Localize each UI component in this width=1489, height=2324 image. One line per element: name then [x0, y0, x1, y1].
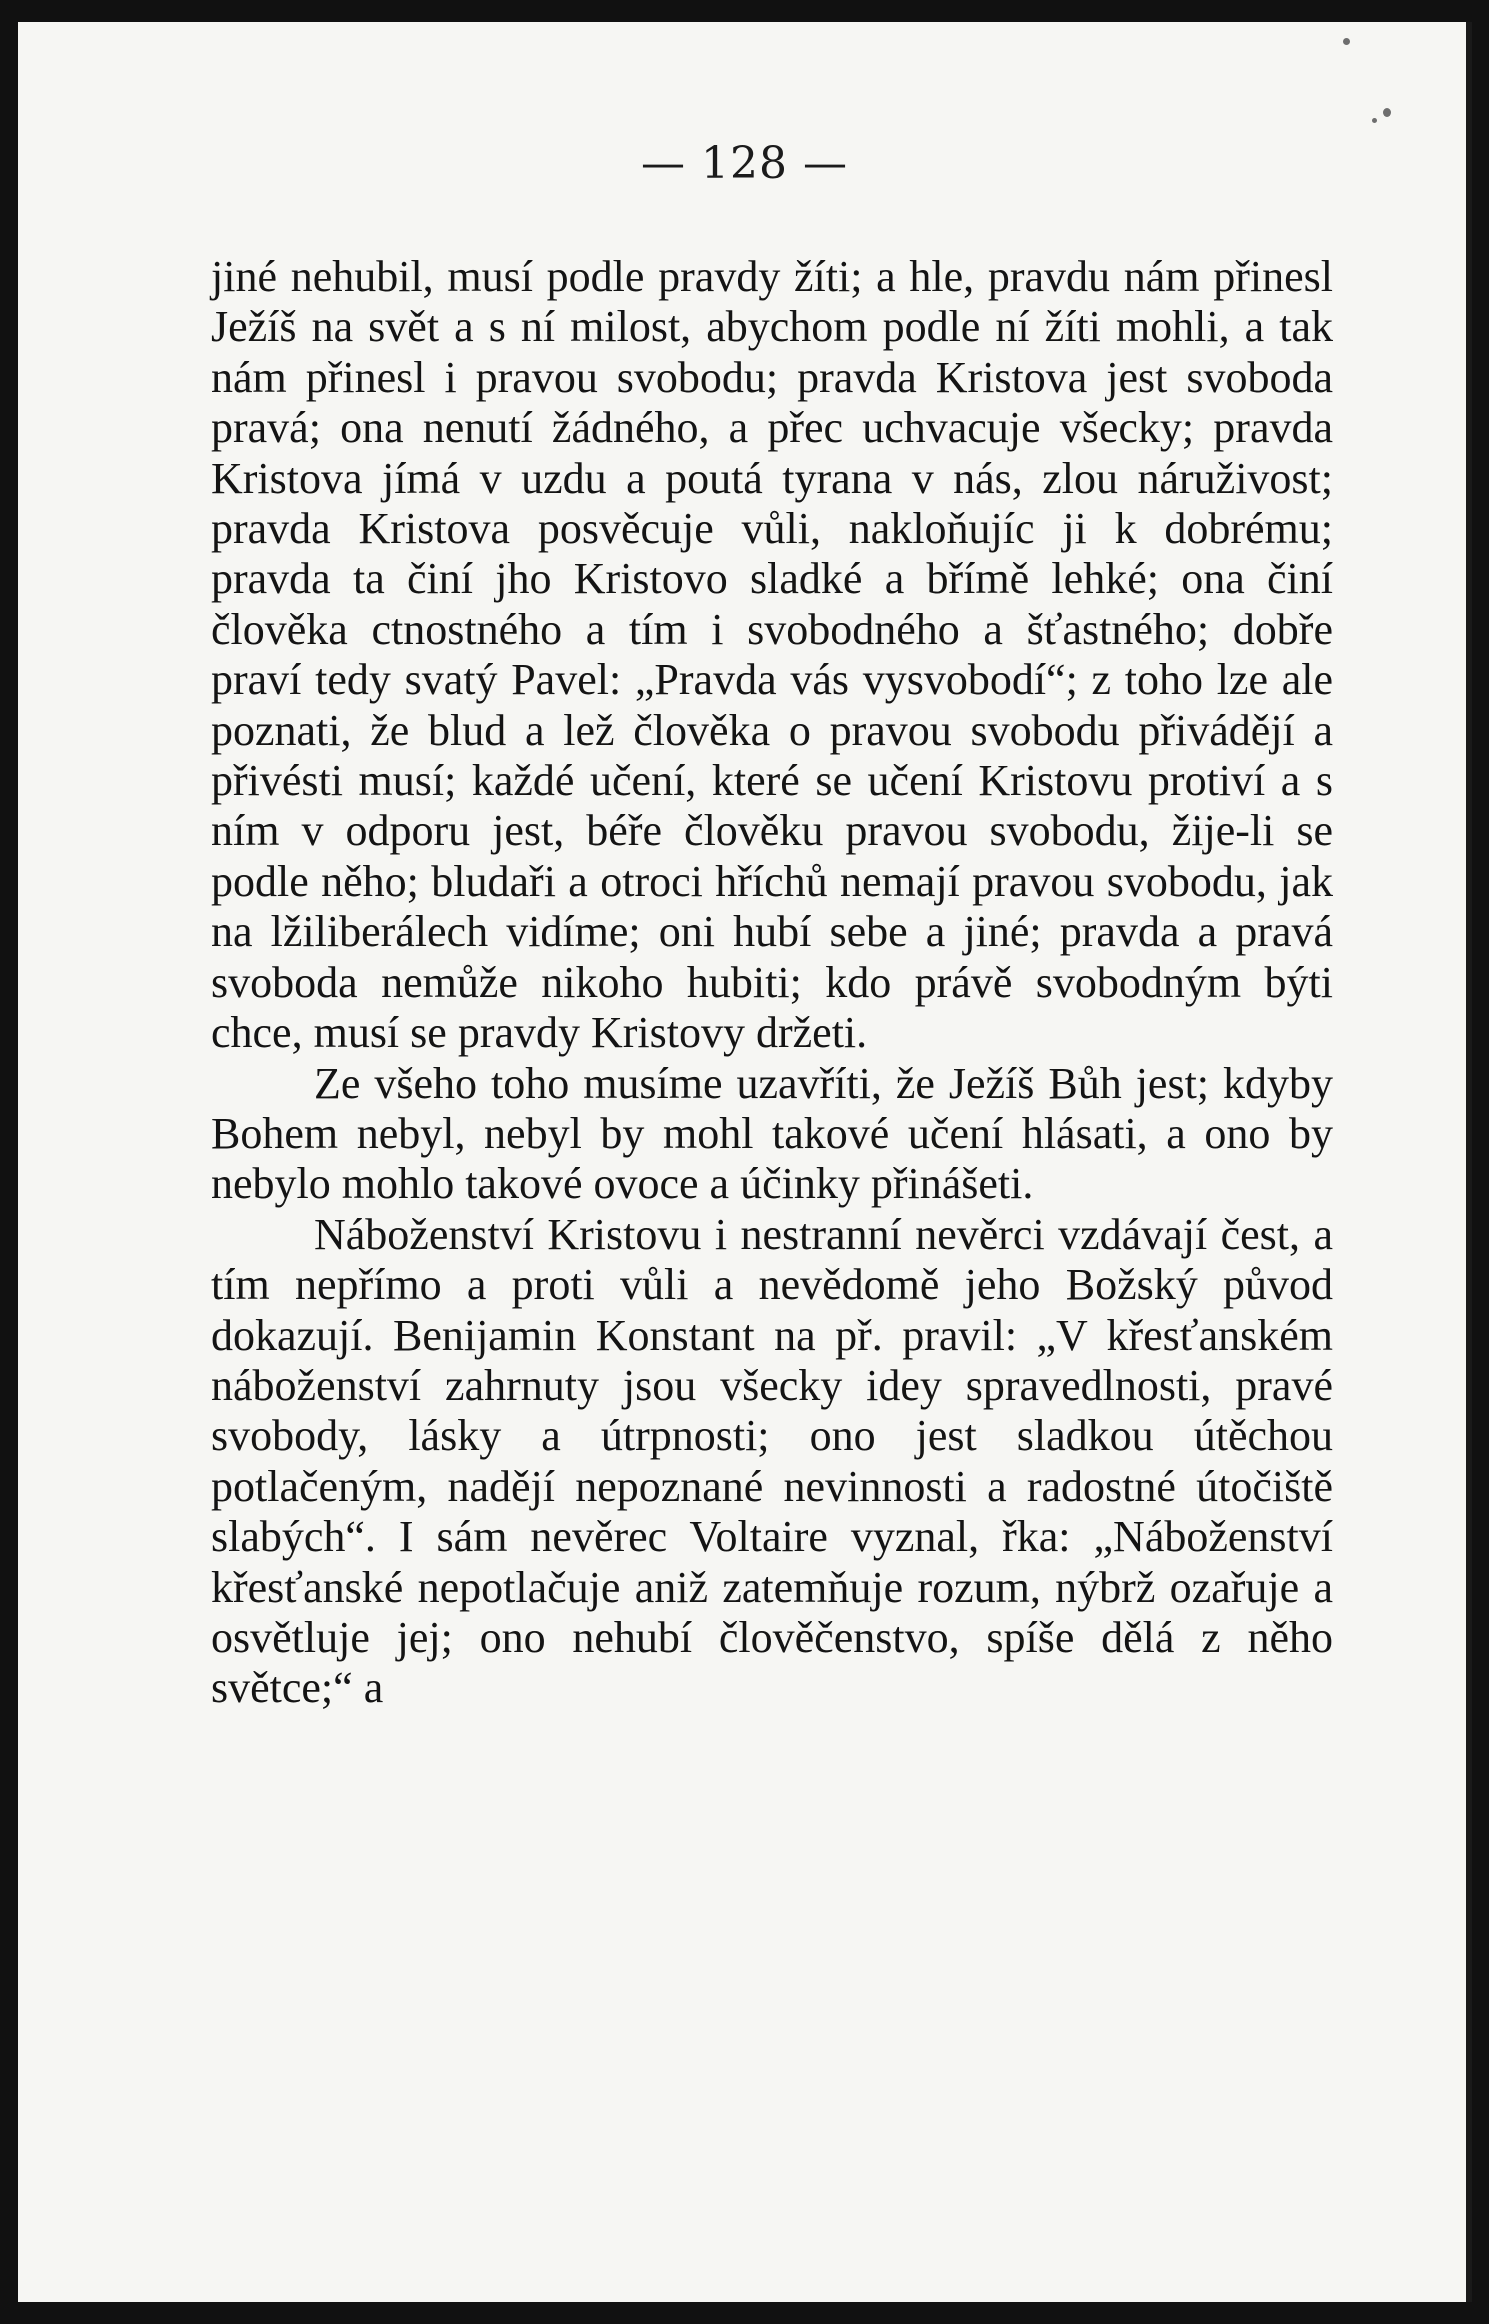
- paragraph: Ze všeho toho musíme uzavříti, že Ježíš Bůh jest; kdyby Bohem nebyl, nebyl by mohl takové učení hlásati, a ono by nebylo mohlo takové ovoce a účinky přinášeti.: [211, 1058, 1333, 1209]
- scan-speck: [1383, 108, 1391, 117]
- paragraph: Náboženství Kristovu i nestranní nevěrci vzdávají čest, a tím nepřímo a proti vůli a nevědomě jeho Božský původ dokazují. Benijamin Konstant na př. pravil: „V křesťanském náboženství zahrnuty jsou všecky idey spravedlnosti, pravé svobody, lásky a útrpnosti; ono jest sladkou útěchou potlačeným, nadějí nepoznané nevinnosti a radostné útočiště slabých“. I sám nevěrec Voltaire vyznal, řka: „Náboženství křesťanské nepotlačuje aniž zatemňuje rozum, nýbrž ozařuje a osvětluje jej; ono nehubí člověčenstvo, spíše dělá z něho světce;“ a: [211, 1209, 1333, 1713]
- scan-speck: [1372, 118, 1377, 123]
- page-number: — 128 —: [641, 138, 848, 189]
- scan-speck: [1343, 38, 1350, 45]
- body-text: [211, 252, 1333, 1714]
- paragraph: jiné nehubil, musí podle pravdy žíti; a hle, pravdu nám přinesl Ježíš na svět a s ní milost, abychom podle ní žíti mohli, a tak nám přinesl i pravou svobodu; pravda Kristova jest svoboda pravá; ona nenutí žádného, a přec uchvacuje všecky; pravda Kristova jímá v uzdu a poutá tyrana v nás, zlou náruživost; pravda Kristova posvěcuje vůli, nakloňujíc ji k dobrému; pravda ta činí jho Kristovo sladké a břímě lehké; ona činí člověka ctnostného a tím i svobodného a šťastného; dobře praví tedy svatý Pavel: „Pravda vás vysvobodí“; z toho lze ale poznati, že blud a lež člověka o pravou svobodu přivádějí a přivésti musí; každé učení, které se učení Kristovu protiví a s ním v odporu jest, béře člověku pravou svobodu, žije-li se podle něho; bludaři a otroci hříchů nemají pravou svobodu, jak na lžiliberálech vidíme; oni hubí sebe a jiné; pravda a pravá svoboda nemůže nikoho hubiti; kdo právě svobodným býti chce, musí se pravdy Kristovy držeti.: [211, 252, 1333, 1058]
